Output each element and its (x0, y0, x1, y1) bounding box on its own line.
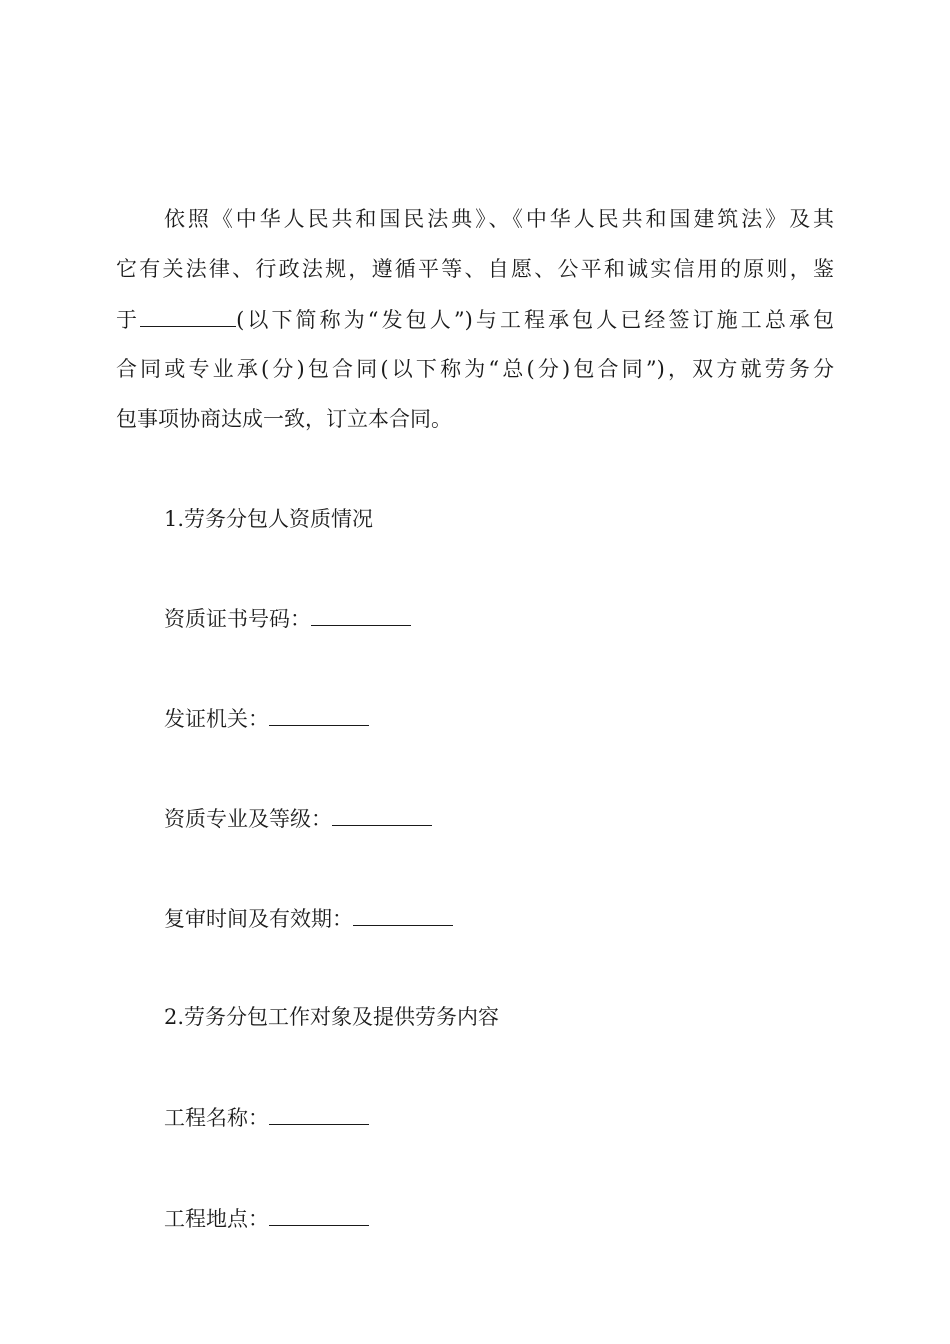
form-field (164, 605, 411, 632)
intro-line: 合同或专业承(分)包合同(以下称为“总(分)包合同”)，双方就劳务分 (116, 357, 834, 381)
intro-line (116, 306, 834, 333)
field-label: 资质证书号码： (164, 607, 311, 631)
intro-line-prefix: 于 (116, 308, 141, 332)
fill-in-blank (311, 605, 411, 626)
field-label: 资质专业及等级： (164, 807, 332, 831)
intro-line: 包事项协商达成一致，订立本合同。 (116, 407, 452, 431)
employer-blank (140, 306, 236, 327)
fill-in-blank (269, 1205, 369, 1226)
field-label: 复审时间及有效期： (164, 907, 353, 931)
fill-in-blank (269, 1104, 369, 1125)
intro-line: 它有关法律、行政法规，遵循平等、自愿、公平和诚实信用的原则，鉴 (116, 257, 834, 281)
fill-in-blank (332, 805, 432, 826)
fill-in-blank (269, 705, 369, 726)
form-field (164, 705, 369, 732)
intro-line: 依照《中华人民共和国民法典》、《中华人民共和国建筑法》及其 (164, 207, 834, 231)
fill-in-blank (353, 905, 453, 926)
section-heading: 2.劳务分包工作对象及提供劳务内容 (164, 1005, 500, 1029)
form-field (164, 1205, 369, 1232)
section-heading: 1.劳务分包人资质情况 (164, 507, 374, 531)
form-field (164, 805, 432, 832)
intro-line-suffix: (以下简称为“发包人”)与工程承包人已经签订施工总承包 (236, 308, 835, 332)
field-label: 发证机关： (164, 707, 269, 731)
field-label: 工程地点： (164, 1207, 269, 1231)
field-label: 工程名称： (164, 1106, 269, 1130)
form-field (164, 1104, 369, 1131)
form-field (164, 905, 453, 932)
